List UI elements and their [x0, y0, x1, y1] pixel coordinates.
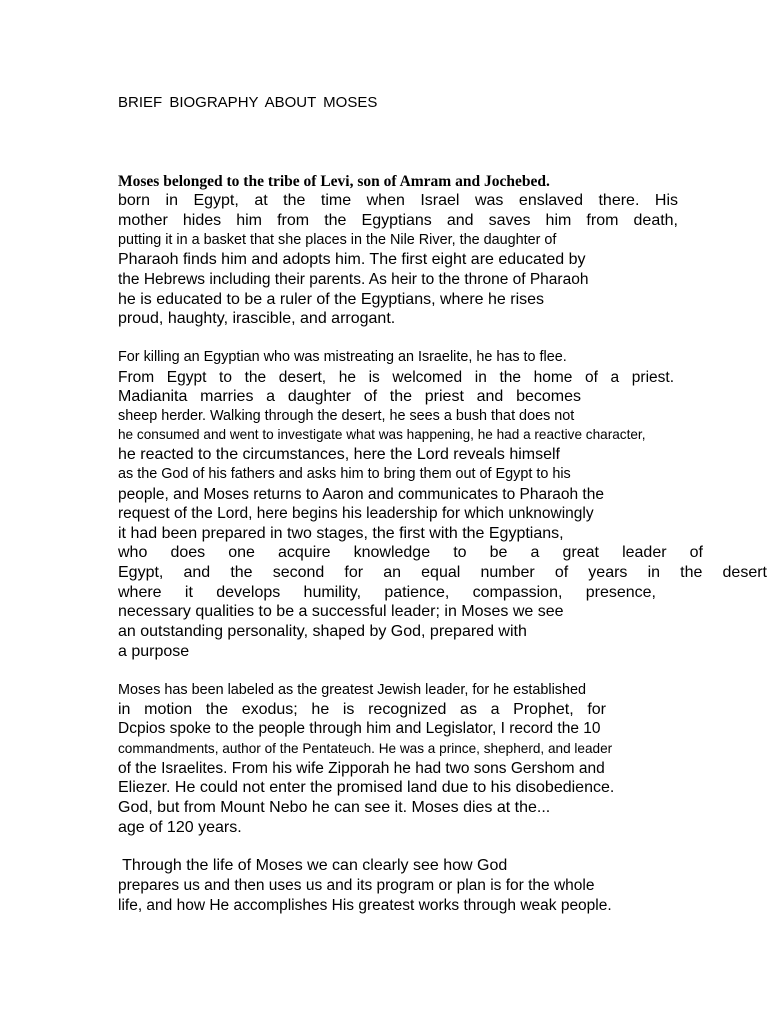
text-line: age of 120 years. — [118, 819, 242, 836]
text-line: commandments, author of the Pentateuch. He was a prince, shepherd, and leader — [118, 741, 613, 756]
text-line: life, and how He accomplishes His greatest works through weak people. — [118, 897, 612, 914]
text-line: putting it in a basket that she places in the Nile River, the daughter of — [118, 232, 557, 248]
text-line: an outstanding personality, shaped by God, prepared with — [118, 623, 527, 640]
text-line: of the Israelites. From his wife Zipporah he had two sons Gershom and — [118, 760, 605, 777]
text-line: Pharaoh finds him and adopts him. The first eight are educated by — [118, 251, 586, 268]
document-title: BRIEF BIOGRAPHY ABOUT MOSES — [118, 94, 378, 111]
text-line: Moses belonged to the tribe of Levi, son of Amram and Jochebed. — [118, 173, 550, 190]
text-line: Dcpios spoke to the people through him and Legislator, I record the 10 — [118, 720, 601, 737]
text-line: who does one acquire knowledge to be a great leader of — [118, 544, 703, 561]
text-line: he reacted to the circumstances, here the Lord reveals himself — [118, 446, 560, 463]
text-line: people, and Moses returns to Aaron and communicates to Pharaoh the — [118, 486, 604, 503]
text-line: necessary qualities to be a successful leader; in Moses we see — [118, 603, 564, 620]
text-line: Through the life of Moses we can clearly see how God — [118, 857, 508, 874]
text-line: mother hides him from the Egyptians and saves him from death, — [118, 212, 678, 229]
text-line: where it develops humility, patience, compassion, presence, — [118, 584, 656, 601]
text-line: God, but from Mount Nebo he can see it. Moses dies at the... — [118, 799, 551, 816]
text-line: as the God of his fathers and asks him to bring them out of Egypt to his — [118, 466, 571, 482]
text-line: born in Egypt, at the time when Israel was enslaved there. His — [118, 192, 678, 209]
text-line: in motion the exodus; he is recognized as a Prophet, for — [118, 701, 606, 718]
text-line: a purpose — [118, 643, 190, 660]
text-line: he consumed and went to investigate what was happening, he had a reactive character, — [118, 427, 646, 442]
text-line: it had been prepared in two stages, the first with the Egyptians, — [118, 525, 564, 542]
text-line: proud, haughty, irascible, and arrogant. — [118, 310, 396, 327]
text-line: he is educated to be a ruler of the Egyptians, where he rises — [118, 291, 545, 308]
text-line: Egypt, and the second for an equal number of years in the desert — [118, 564, 767, 581]
text-line: request of the Lord, here begins his leadership for which unknowingly — [118, 505, 594, 522]
text-line: prepares us and then uses us and its program or plan is for the whole — [118, 877, 595, 894]
text-line: Eliezer. He could not enter the promised land due to his disobedience. — [118, 779, 615, 796]
text-line: sheep herder. Walking through the desert, he sees a bush that does not — [118, 408, 575, 424]
text-line: Madianita marries a daughter of the priest and becomes — [118, 388, 581, 405]
text-line: the Hebrews including their parents. As heir to the throne of Pharaoh — [118, 271, 589, 288]
text-line: From Egypt to the desert, he is welcomed in the home of a priest. — [118, 369, 674, 386]
text-line: Moses has been labeled as the greatest Jewish leader, for he established — [118, 682, 586, 698]
text-line: For killing an Egyptian who was mistreating an Israelite, he has to flee. — [118, 349, 567, 365]
